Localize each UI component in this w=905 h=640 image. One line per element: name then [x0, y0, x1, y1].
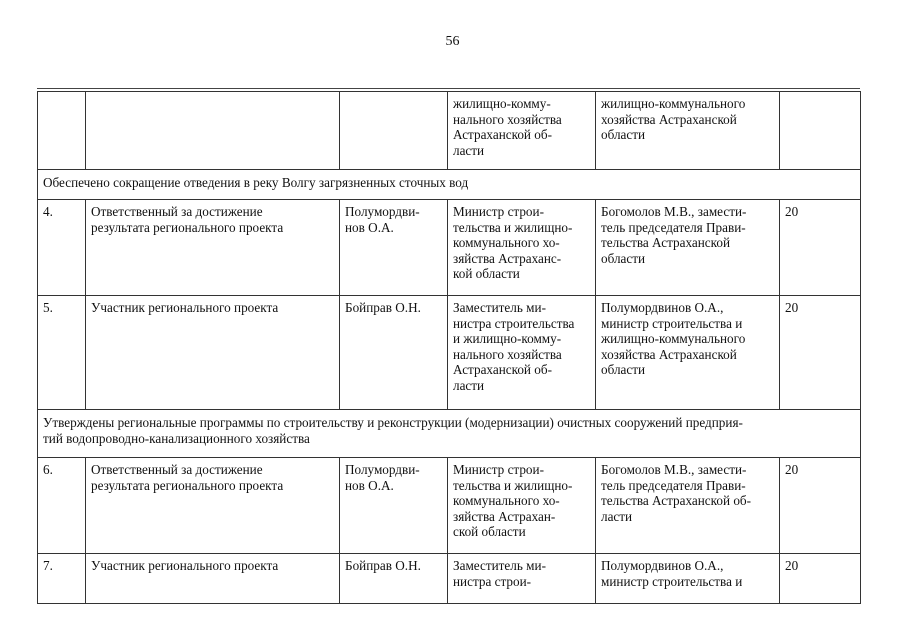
- name-cell-line: Полумордви-: [345, 204, 420, 219]
- role-cell: [86, 458, 340, 554]
- table-body: [38, 92, 861, 604]
- name-cell: [340, 554, 448, 604]
- supervisor-cell-line: хозяйства Астраханской: [601, 346, 737, 362]
- position-cell: [448, 554, 596, 604]
- row-number: 6.: [38, 458, 86, 554]
- role-cell-line: Участник регионального проекта: [91, 558, 279, 573]
- row-number: 4.: [38, 200, 86, 296]
- table-row: [38, 92, 861, 170]
- position-cell: [448, 296, 596, 410]
- supervisor-cell-line: тельства Астраханской об-: [601, 493, 752, 508]
- supervisor-cell-line: области: [601, 127, 646, 142]
- position-cell-line: зяйства Астраханс-: [453, 250, 562, 266]
- role-cell-line: результата регионального проекта: [91, 477, 284, 493]
- position-cell: [448, 200, 596, 296]
- position-cell-line: зяйства Астрахан-: [453, 508, 556, 524]
- table-row: [38, 296, 861, 410]
- position-cell-line: жилищно-комму-: [453, 96, 551, 111]
- role-cell: [86, 92, 340, 170]
- supervisor-cell-line: министр строительства и: [601, 573, 743, 589]
- position-cell-line: нистра строительства: [453, 315, 575, 331]
- role-cell-line: Участник регионального проекта: [91, 300, 279, 315]
- position-cell-line: ласти: [453, 377, 485, 393]
- supervisor-cell: [596, 200, 780, 296]
- position-cell-line: коммунального хо-: [453, 235, 560, 250]
- position-cell-line: и жилищно-комму-: [453, 331, 562, 346]
- position-cell-line: Министр строи-: [453, 204, 544, 219]
- position-cell-line: кой области: [453, 266, 520, 281]
- supervisor-cell: [596, 458, 780, 554]
- section-header-row: [38, 170, 861, 200]
- workload-cell: 20: [780, 554, 861, 604]
- table-row: [38, 554, 861, 604]
- section-title-line: Утверждены региональные программы по строительству и реконструкции (модернизации) очистных сооружений предприя-: [43, 415, 743, 430]
- section-title-line: Обеспечено сокращение отведения в реку Волгу загрязненных сточных вод: [43, 175, 469, 190]
- position-cell-line: Министр строи-: [453, 462, 544, 477]
- position-cell-line: ласти: [453, 142, 485, 158]
- position-cell-line: коммунального хо-: [453, 493, 560, 508]
- responsibility-table: [37, 91, 861, 604]
- row-number: 7.: [38, 554, 86, 604]
- supervisor-cell-line: жилищно-коммунального: [601, 96, 746, 111]
- name-cell-line: Полумордви-: [345, 462, 420, 477]
- supervisor-cell-line: тельства Астраханской: [601, 235, 731, 250]
- position-cell: [448, 458, 596, 554]
- supervisor-cell: [596, 296, 780, 410]
- role-cell-line: результата регионального проекта: [91, 219, 284, 235]
- supervisor-cell-line: хозяйства Астраханской: [601, 111, 737, 127]
- position-cell-line: нального хозяйства: [453, 111, 562, 127]
- position-cell-line: Астраханской об-: [453, 362, 552, 377]
- section-header-row: [38, 410, 861, 458]
- supervisor-cell-line: области: [601, 250, 646, 266]
- position-cell-line: нального хозяйства: [453, 346, 562, 362]
- position-cell-line: Заместитель ми-: [453, 300, 546, 315]
- supervisor-cell-line: Богомолов М.В., замести-: [601, 204, 747, 219]
- position-cell-line: тельства и жилищно-: [453, 477, 573, 493]
- position-cell-line: тельства и жилищно-: [453, 219, 573, 235]
- supervisor-cell-line: ласти: [601, 508, 633, 524]
- table-row: [38, 458, 861, 554]
- name-cell: [340, 458, 448, 554]
- position-cell-line: Астраханской об-: [453, 127, 552, 142]
- supervisor-cell-line: министр строительства и: [601, 315, 743, 331]
- section-title: [38, 170, 861, 200]
- workload-cell: 20: [780, 200, 861, 296]
- name-cell-line: нов О.А.: [345, 219, 394, 235]
- position-cell-line: нистра строи-: [453, 573, 532, 589]
- supervisor-cell-line: Полумордвинов О.А.,: [601, 300, 724, 315]
- row-number: [38, 92, 86, 170]
- role-cell: [86, 296, 340, 410]
- workload-cell: 20: [780, 458, 861, 554]
- name-cell: [340, 92, 448, 170]
- name-cell-line: Бойправ О.Н.: [345, 558, 421, 573]
- supervisor-cell-line: Богомолов М.В., замести-: [601, 462, 747, 477]
- supervisor-cell-line: тель председателя Прави-: [601, 477, 746, 493]
- role-cell-line: Ответственный за достижение: [91, 462, 263, 477]
- name-cell-line: нов О.А.: [345, 477, 394, 493]
- workload-cell: 20: [780, 296, 861, 410]
- role-cell-line: Ответственный за достижение: [91, 204, 263, 219]
- supervisor-cell: [596, 554, 780, 604]
- supervisor-cell-line: жилищно-коммунального: [601, 331, 746, 346]
- supervisor-cell: [596, 92, 780, 170]
- name-cell: [340, 200, 448, 296]
- workload-cell: [780, 92, 861, 170]
- section-title: [38, 410, 861, 458]
- supervisor-cell-line: тель председателя Прави-: [601, 219, 746, 235]
- supervisor-cell-line: области: [601, 362, 646, 377]
- page-number: 56: [445, 34, 460, 49]
- supervisor-cell-line: Полумордвинов О.А.,: [601, 558, 724, 573]
- position-cell-line: ской области: [453, 524, 526, 539]
- name-cell-line: Бойправ О.Н.: [345, 300, 421, 315]
- row-number: 5.: [38, 296, 86, 410]
- position-cell-line: Заместитель ми-: [453, 558, 546, 573]
- section-title-line: тий водопроводно-канализационного хозяйства: [43, 430, 310, 446]
- name-cell: [340, 296, 448, 410]
- top-rule: [37, 88, 860, 89]
- position-cell: [448, 92, 596, 170]
- role-cell: [86, 200, 340, 296]
- role-cell: [86, 554, 340, 604]
- table-row: [38, 200, 861, 296]
